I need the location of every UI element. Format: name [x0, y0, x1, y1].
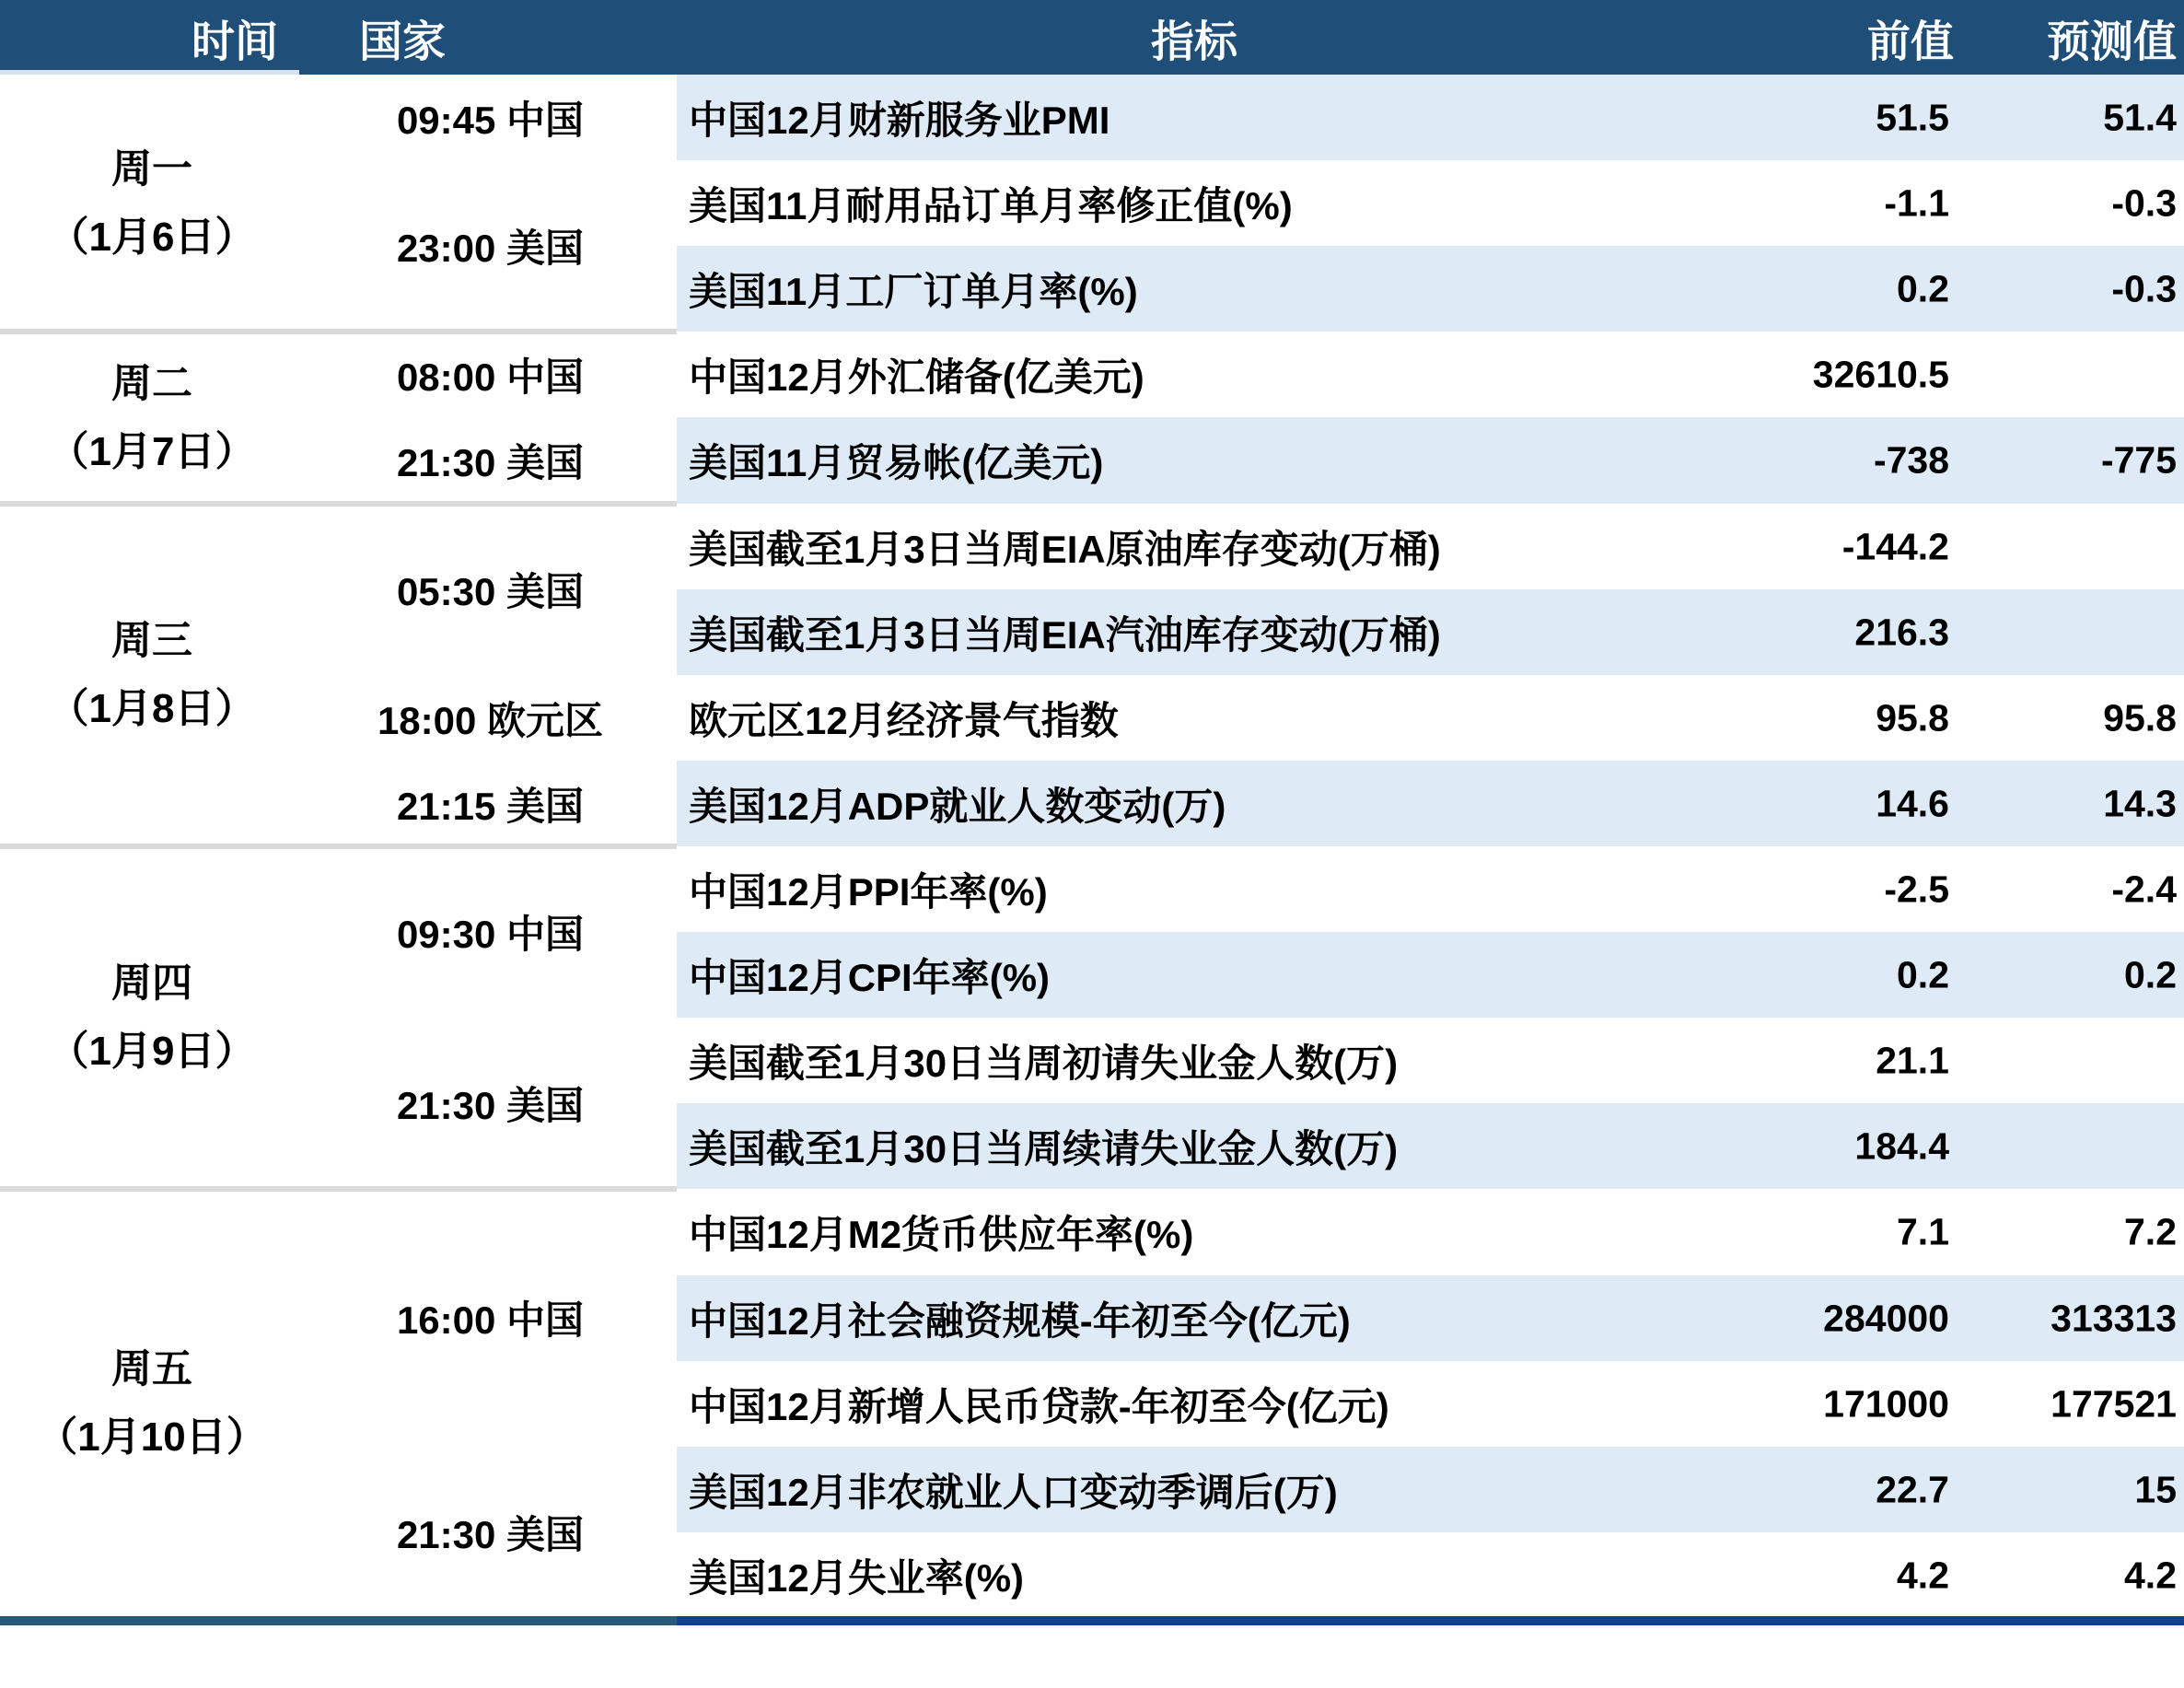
group-separator: [0, 501, 677, 506]
forecast-value: 177521: [2050, 1382, 2177, 1425]
forecast-value: -775: [2100, 438, 2177, 482]
time-cell: 05:30 美国: [304, 504, 677, 675]
forecast-value: 51.4: [2103, 96, 2177, 138]
previous-value: 4.2: [1897, 1554, 1949, 1596]
time-cell: 09:30 中国: [304, 846, 677, 1018]
indicator-cell: 中国12月新增人民币贷款-年初至今(亿元): [689, 1384, 1389, 1428]
table-row: [677, 1275, 2184, 1361]
forecast-value: -0.3: [2111, 267, 2177, 309]
indicator-cell: 欧元区12月经济景气指数: [689, 698, 1119, 742]
time-cell: 21:15 美国: [304, 761, 677, 846]
table-row: [677, 1103, 2184, 1189]
time-cell: 21:30 美国: [304, 417, 677, 504]
previous-value: 95.8: [1876, 696, 1949, 739]
forecast-value: -2.4: [2111, 867, 2177, 910]
day-name: 周四: [111, 960, 192, 1006]
table-row: [677, 1447, 2184, 1532]
previous-value: 14.6: [1876, 782, 1949, 824]
day-name: 周一: [111, 146, 192, 192]
forecast-value: 313313: [2050, 1297, 2177, 1339]
previous-value: 171000: [1823, 1382, 1949, 1425]
time-cell: 21:30 美国: [304, 1018, 677, 1189]
header-forecast: 预测值: [2047, 18, 2177, 67]
forecast-value: 4.2: [2124, 1554, 2177, 1596]
indicator-cell: 美国截至1月3日当周EIA汽油库存变动(万桶): [689, 612, 1441, 657]
indicator-cell: 中国12月M2货币供应年率(%): [689, 1213, 1194, 1256]
forecast-value: -0.3: [2111, 181, 2177, 224]
previous-value: 184.4: [1854, 1124, 1949, 1167]
day-date: （1月8日）: [48, 686, 256, 731]
forecast-value: 7.2: [2124, 1210, 2177, 1253]
time-cell: 16:00 中国: [304, 1189, 677, 1447]
table-row: [677, 1018, 2184, 1103]
forecast-value: 15: [2134, 1468, 2177, 1510]
indicator-cell: 美国截至1月30日当周初请失业金人数(万): [689, 1041, 1399, 1085]
day-name: 周二: [111, 360, 192, 406]
previous-value: 0.2: [1897, 953, 1949, 995]
day-cell-monday: [0, 75, 304, 332]
previous-value: 32610.5: [1812, 353, 1949, 395]
table-row: [677, 846, 2184, 932]
table-row: [677, 504, 2184, 589]
bottom-border-right-segment: [677, 1616, 2184, 1625]
table-row: [677, 932, 2184, 1018]
time-cell: 08:00 中国: [304, 332, 677, 417]
table-row: [677, 75, 2184, 160]
table-row: [677, 589, 2184, 675]
forecast-value: 14.3: [2103, 782, 2177, 824]
forecast-value: 95.8: [2103, 696, 2177, 739]
previous-value: -144.2: [1841, 525, 1949, 567]
indicator-cell: 中国12月社会融资规模-年初至今(亿元): [689, 1298, 1351, 1343]
day-date: （1月10日）: [37, 1414, 267, 1460]
indicator-cell: 美国12月ADP就业人数变动(万): [689, 784, 1226, 828]
group-separator: [0, 844, 677, 849]
indicator-cell: 美国11月贸易帐(亿美元): [689, 441, 1104, 484]
previous-value: -2.5: [1884, 867, 1949, 910]
indicator-cell: 美国11月耐用品订单月率修正值(%): [689, 183, 1293, 227]
day-cell-friday: [0, 1189, 304, 1618]
indicator-cell: 中国12月CPI年率(%): [689, 955, 1051, 999]
indicator-cell: 美国12月失业率(%): [689, 1555, 1025, 1600]
table-row: [677, 675, 2184, 761]
previous-value: 7.1: [1897, 1210, 1949, 1253]
header-time: 时间: [192, 18, 278, 67]
day-date: （1月6日）: [48, 214, 256, 260]
previous-value: 284000: [1823, 1297, 1949, 1339]
table-row: [677, 332, 2184, 417]
day-cell-wednesday: [0, 504, 304, 846]
previous-value: 216.3: [1854, 611, 1949, 653]
header-previous: 前值: [1867, 18, 1954, 67]
previous-value: 21.1: [1876, 1039, 1949, 1081]
time-cell: 23:00 美国: [304, 160, 677, 332]
time-cell: 18:00 欧元区: [304, 675, 677, 761]
table-row: [677, 1361, 2184, 1447]
indicator-cell: 美国11月工厂订单月率(%): [689, 269, 1138, 313]
time-cell: 09:45 中国: [304, 75, 677, 160]
header-row: [0, 0, 2184, 77]
previous-value: 22.7: [1876, 1468, 1949, 1510]
day-cell-thursday: [0, 846, 304, 1189]
previous-value: 0.2: [1897, 267, 1949, 309]
indicator-cell: 中国12月财新服务业PMI: [689, 98, 1110, 142]
table-row: [677, 1532, 2184, 1618]
header-country: 国家: [359, 18, 446, 67]
previous-value: 51.5: [1876, 96, 1949, 138]
forecast-value: 0.2: [2124, 953, 2177, 995]
previous-value: -738: [1873, 438, 1949, 482]
day-date: （1月7日）: [48, 428, 256, 474]
table-row: [677, 160, 2184, 246]
day-date: （1月9日）: [48, 1029, 256, 1074]
indicator-cell: 中国12月外汇储备(亿美元): [689, 355, 1144, 399]
indicator-cell: 美国截至1月30日当周续请失业金人数(万): [689, 1126, 1399, 1170]
table-row: [677, 417, 2184, 504]
day-name: 周五: [111, 1346, 192, 1391]
day-name: 周三: [111, 618, 192, 663]
previous-value: -1.1: [1884, 181, 1949, 224]
table-row: [677, 761, 2184, 846]
table-row: [677, 246, 2184, 332]
group-separator: [0, 1186, 677, 1192]
group-separator: [0, 329, 677, 334]
day-cell-tuesday: [0, 332, 304, 504]
indicator-cell: 美国12月非农就业人口变动季调后(万): [689, 1470, 1338, 1514]
table-row: [677, 1189, 2184, 1275]
bottom-border-left-segment: [0, 1616, 677, 1625]
time-cell: 21:30 美国: [304, 1447, 677, 1618]
indicator-cell: 中国12月PPI年率(%): [689, 869, 1048, 914]
indicator-cell: 美国截至1月3日当周EIA原油库存变动(万桶): [689, 527, 1441, 571]
header-indicator: 指标: [1151, 18, 1237, 67]
